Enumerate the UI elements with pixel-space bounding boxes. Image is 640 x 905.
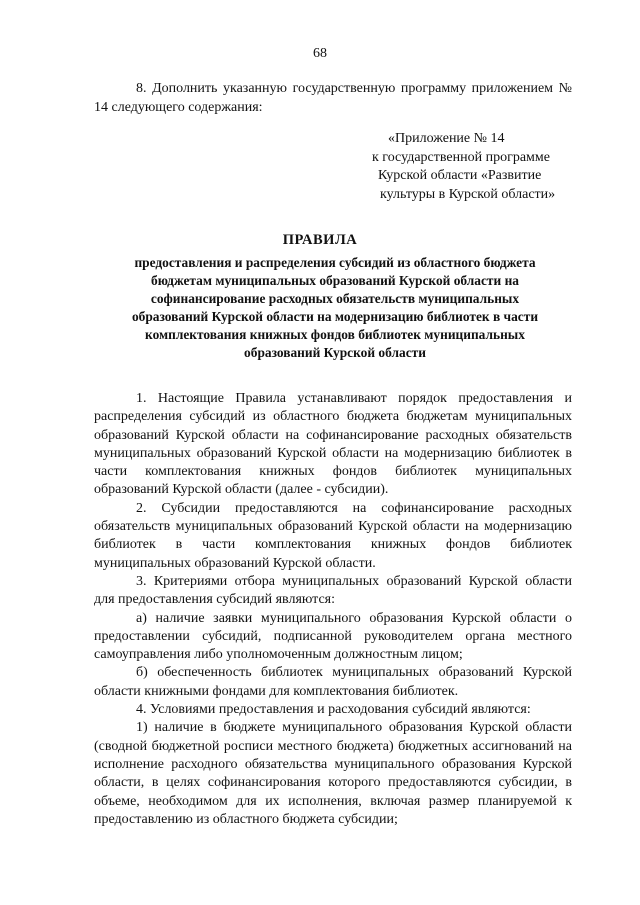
subtitle-line: предоставления и распределения субсидий из областного бюджета xyxy=(134,255,536,270)
body-paragraph: 4. Условиями предоставления и расходования субсидий являются: xyxy=(136,702,531,718)
appendix-line: культуры в Курской области» xyxy=(380,186,556,202)
body-paragraph: б) обеспеченность библиотек муниципальных образований Курской области книжными фондами для комплектования библиотек. xyxy=(94,665,572,699)
document-title: ПРАВИЛА xyxy=(282,232,358,248)
subtitle-line: бюджетам муниципальных образований Курской области на xyxy=(151,273,519,288)
subtitle-line: образований Курской области на модернизацию библиотек в части xyxy=(131,309,539,324)
appendix-header xyxy=(372,130,582,204)
subtitle-line: образований Курской области xyxy=(244,345,426,360)
appendix-line: «Приложение № 14 xyxy=(388,131,505,146)
body-paragraph: 2. Субсидии предоставляются на софинансирование расходных обязательств муниципальных образований Курской области на модернизацию библиотек в части комплектования книжных фондов библиотек муниципальных образований Курской области. xyxy=(94,500,572,571)
document-body xyxy=(94,390,572,829)
body-paragraph: 1. Настоящие Правила устанавливают порядок предоставления и распределения субсидий из областного бюджета бюджетам муниципальных образований Курской области на софинансирование расходных обязательств муниципальных образований Курской области на модернизацию библиотек в части комплектования книжных фондов библиотек муниципальных образований Курской области (далее - субсидии). xyxy=(94,391,572,498)
subtitle-line: софинансирование расходных обязательств муниципальных xyxy=(150,291,520,306)
page-number: 68 xyxy=(313,46,327,61)
appendix-line: к государственной программе xyxy=(372,149,550,165)
document-subtitle xyxy=(104,254,566,362)
intro-paragraph: 8. Дополнить указанную государственную программу приложением № 14 следующего содержания: xyxy=(94,81,572,115)
body-paragraph: а) наличие заявки муниципального образования Курской области о предоставлении субсидий, подписанной руководителем органа местного самоуправления либо уполномоченным должностным лицом; xyxy=(94,610,572,663)
appendix-line: Курской области «Развитие xyxy=(378,168,542,183)
body-paragraph: 1) наличие в бюджете муниципального образования Курской области (сводной бюджетной росписи местного бюджета) бюджетных ассигнований на исполнение расходного обязательства муниципального образования Курской области, в целях софинансирования которого предоставляются субсидии, в объеме, необходимом для их исполнения, включая размер планируемой к предоставлению из областного бюджета субсидии; xyxy=(94,720,572,827)
subtitle-line: комплектования книжных фондов библиотек муниципальных xyxy=(145,327,525,342)
body-paragraph: 3. Критериями отбора муниципальных образований Курской области для предоставления субсидий являются: xyxy=(94,573,572,608)
